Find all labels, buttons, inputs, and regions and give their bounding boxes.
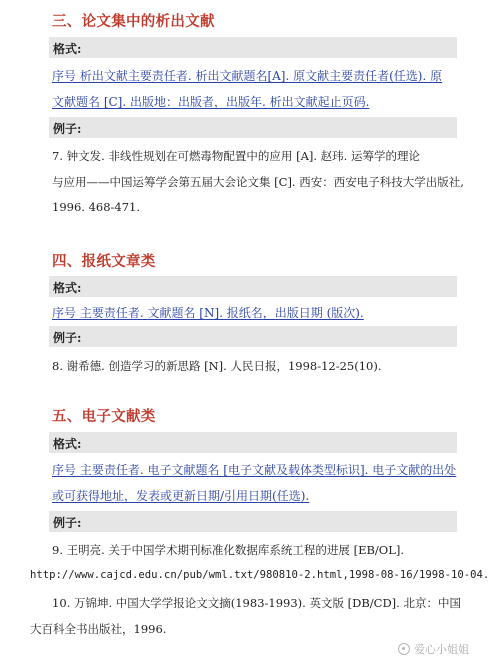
section-3-format-line-1: 序号 析出文献主要责任者. 析出文献题名[A]. 原文献主要责任者(任选). 原 — [52, 69, 443, 83]
watermark — [398, 641, 469, 657]
section-5-example-line-4: 大百科全书出版社，1996. — [30, 622, 167, 636]
section-4-example-line-1: 8. 谢希德. 创造学习的新思路 [N]. 人民日报，1998-12-25(10). — [52, 359, 382, 373]
section-3-example-line-3: 1996. 468-471. — [52, 200, 141, 214]
section-5-example-label-box — [49, 511, 457, 532]
section-3-example-label: 例子: — [53, 122, 82, 136]
section-3-example-line-2: 与应用——中国运筹学会第五届大会论文集 [C]. 西安：西安电子科技大学出版社, — [52, 175, 464, 189]
section-3-example-line-1: 7. 钟文发. 非线性规划在可燃毒物配置中的应用 [A]. 赵玮. 运筹学的理论 — [52, 149, 420, 163]
section-5-format-label-box — [49, 432, 457, 453]
section-5-format-line-1: 序号 主要责任者. 电子文献题名 [电子文献及载体类型标识]. 电子文献的出处 — [52, 463, 457, 477]
section-3-example-label-box — [49, 117, 457, 138]
section-3-format-label-box — [49, 37, 457, 58]
watermark-logo-icon — [398, 643, 410, 655]
section-3-title: 三、论文集中的析出文献 — [52, 13, 215, 30]
section-5-example-line-1: 9. 王明亮. 关于中国学术期刊标准化数据库系统工程的进展 [EB/OL]. — [52, 543, 405, 557]
section-4-format-line-1: 序号 主要责任者. 文献题名 [N]. 报纸名，出版日期 (版次). — [52, 306, 364, 320]
watermark-text: 爱心小姐姐 — [414, 643, 469, 656]
section-5-example-url: http://www.cajcd.edu.cn/pub/wml.txt/980810-2.html,1998-08-16/1998-10-04. — [30, 569, 490, 581]
section-4-format-label: 格式: — [53, 281, 82, 295]
section-4-example-label-box — [49, 326, 457, 347]
section-5-title: 五、电子文献类 — [52, 408, 156, 425]
section-5-example-line-3: 10. 万锦坤. 中国大学学报论文文摘(1983-1993). 英文版 [DB/CD]. 北京：中国 — [52, 596, 461, 610]
section-5-format-label: 格式: — [53, 437, 82, 451]
section-3-format-label: 格式: — [53, 42, 82, 56]
section-4-example-label: 例子: — [53, 331, 82, 345]
section-3-format-line-2: 文献题名 [C]. 出版地：出版者，出版年. 析出文献起止页码. — [52, 95, 370, 109]
section-5-format-line-2: 或可获得地址，发表或更新日期/引用日期(任选). — [52, 489, 310, 503]
section-5-example-label: 例子: — [53, 516, 82, 530]
section-4-format-label-box — [49, 276, 457, 297]
section-4-title: 四、报纸文章类 — [52, 253, 156, 270]
